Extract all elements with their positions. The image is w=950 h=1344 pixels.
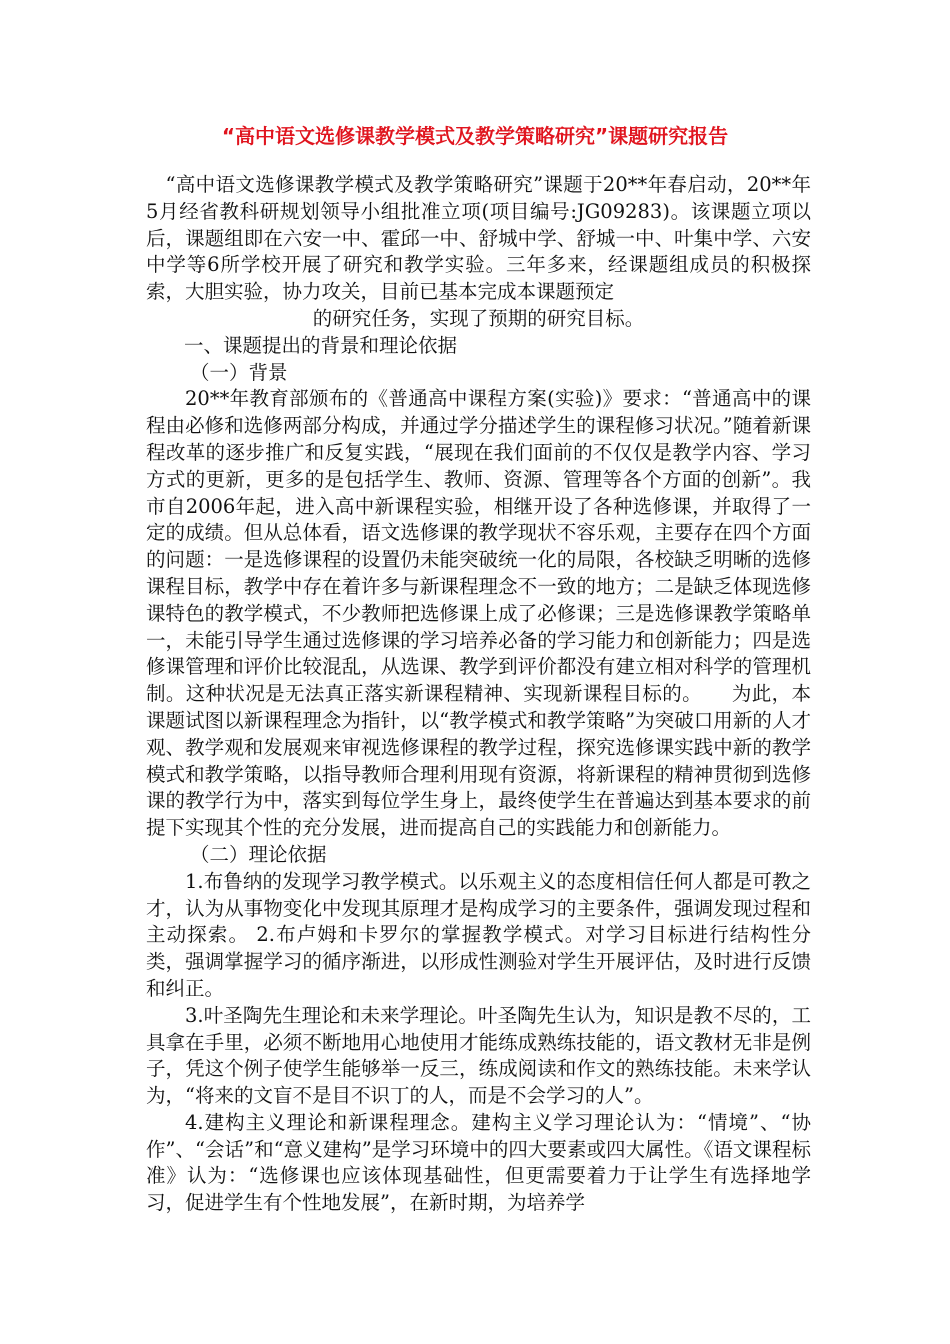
intro-paragraph-tail: 的研究任务，实现了预期的研究目标。 — [312, 306, 645, 330]
subsection-heading-theory: （二）理论依据 — [190, 842, 327, 866]
theory-paragraph-4: 4.建构主义理论和新课程理念。建构主义学习理论认为：“情境”、“协作”、“会话”和“意义建构”是学习环境中的四大要素或四大属性。《语文课程标准》认为：“选修课也应该体现基础性，但更需要着力于让学生有选择地学习，促进学生有个性地发展”，在新时期，为培养学 — [146, 1110, 811, 1215]
section-heading: 一、课题提出的背景和理论依据 — [184, 333, 458, 357]
theory-paragraph-3: 3.叶圣陶先生理论和未来学理论。叶圣陶先生认为，知识是教不尽的，工具拿在手里，必须不断地用心地使用才能练成熟练技能的，语文教材无非是例子，凭这个例子使学生能够举一反三，练成阅读和作文的熟练技能。未来学认为，“将来的文盲不是目不识丁的人，而是不会学习的人”。 — [146, 1003, 811, 1108]
document-title: “高中语文选修课教学模式及教学策略研究”课题研究报告 — [221, 124, 729, 148]
background-paragraph: 20**年教育部颁布的《普通高中课程方案(实验)》要求：“普通高中的课程由必修和选修两部分构成，并通过学分描述学生的课程修习状况。”随着新课程改革的逐步推广和反复实践，“展现在我们面前的不仅仅是教学内容、学习方式的更新，更多的是包括学生、教师、资源、管理等各个方面的创新”。我市自2006年起，进入高中新课程实验，相继开设了各种选修课，并取得了一定的成绩。但从总体看，语文选修课的教学现状不容乐观，主要存在四个方面的问题：一是选修课程的设置仍未能突破统一化的局限，各校缺乏明晰的选修课程目标，教学中存在着许多与新课程理念不一致的地方；二是缺乏体现选修课特色的教学模式，不少教师把选修课上成了必修课；三是选修课教学策略单一，未能引导学生通过选修课的学习培养必备的学习能力和创新能力；四是选修课管理和评价比较混乱，从选课、教学到评价都没有建立相对科学的管理机制。这种状况是无法真正落实新课程精神、实现新课程目标的。 为此，本课题试图以新课程理念为指针，以“教学模式和教学策略”为突破口用新的人才观、教学观和发展观来审视选修课程的教学过程，探究选修课实践中新的教学模式和教学策略，以指导教师合理利用现有资源，将新课程的精神贯彻到选修课的教学行为中，落实到每位学生身上，最终使学生在普遍达到基本要求的前提下实现其个性的充分发展，进而提高自己的实践能力和创新能力。 — [146, 387, 811, 840]
document-body — [146, 172, 811, 1217]
intro-paragraph: “高中语文选修课教学模式及教学策略研究”课题于20**年春启动，20**年5月经省教科研规划领导小组批准立项(项目编号:JG09283)。该课题立项以后，课题组即在六安一中、霍邱一中、舒城中学、舒城一中、叶集中学、六安中学等6所学校开展了研究和教学实验。三年多来，经课题组成员的积极探索，大胆实验，协力攻关，目前已基本完成本课题预定 — [146, 173, 811, 304]
theory-paragraph-1: 1.布鲁纳的发现学习教学模式。以乐观主义的态度相信任何人都是可教之才，认为从事物变化中发现其原理才是构成学习的主要条件，强调发现过程和主动探索。 2.布卢姆和卡罗尔的掌握教学模式。对学习目标进行结构性分类，强调掌握学习的循序渐进，以形成性测验对学生开展评估，及时进行反馈和纠正。 — [146, 869, 811, 1000]
subsection-heading-background: （一）背景 — [190, 360, 288, 384]
